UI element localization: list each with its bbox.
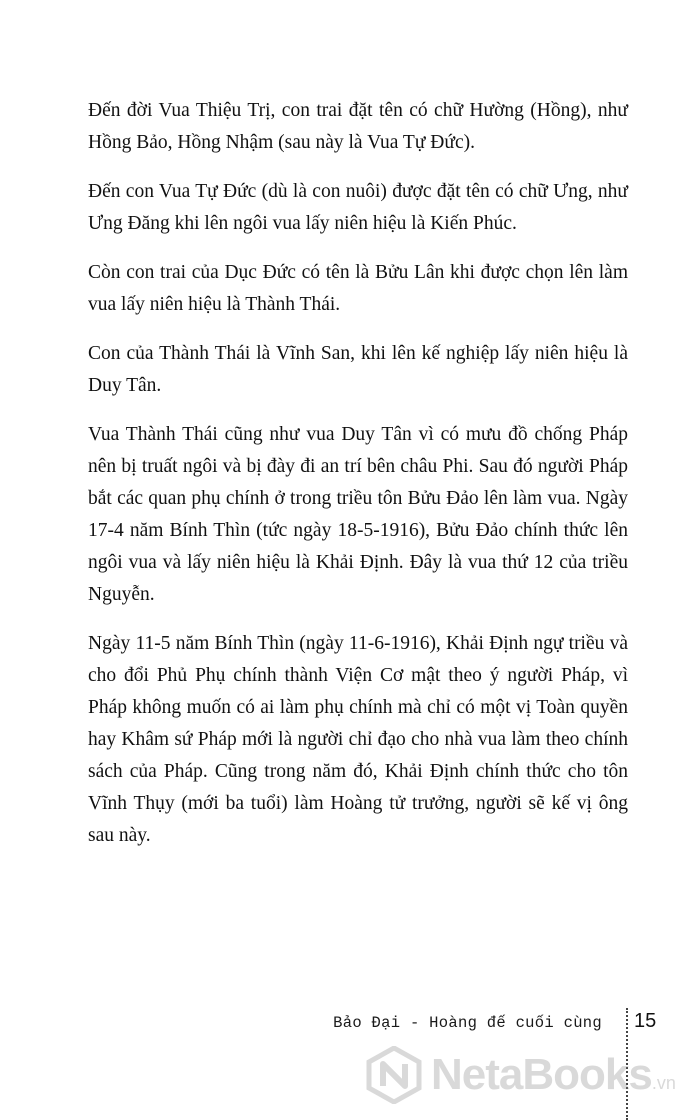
page-number: 15 [634,1010,657,1032]
paragraph: Vua Thành Thái cũng như vua Duy Tân vì có mưu đồ chống Pháp nên bị truất ngôi và bị đày đi an trí bên châu Phi. Sau đó người Pháp bắt các quan phụ chính ở trong triều tôn Bửu Đảo lên làm vua. Ngày 17-4 năm Bính Thìn (tức ngày 18-5-1916), Bửu Đảo chính thức lên ngôi vua và lấy niên hiệu là Khải Định. Đây là vua thứ 12 của triều Nguyễn. [88,424,628,605]
paragraph: Ngày 11-5 năm Bính Thìn (ngày 11-6-1916), Khải Định ngự triều và cho đổi Phủ Phụ chính thành Viện Cơ mật theo ý người Pháp, vì Pháp không muốn có ai làm phụ chính mà chỉ có một vị Toàn quyền hay Khâm sứ Pháp mới là người chỉ đạo cho nhà vua làm theo chính sách của Pháp. Cũng trong năm đó, Khải Định chính thức cho tôn Vĩnh Thụy (mới ba tuổi) làm Hoàng tử trưởng, người sẽ kế vị ông sau này. [88,633,628,846]
paragraph: Đến con Vua Tự Đức (dù là con nuôi) được đặt tên có chữ Ưng, như Ưng Đăng khi lên ngôi vua lấy niên hiệu là Kiến Phúc. [88,181,628,234]
running-title: Bảo Đại - Hoàng đế cuối cùng [333,1014,602,1032]
page-body [88,95,628,869]
watermark-text [431,1050,676,1100]
watermark [365,1040,700,1110]
paragraph: Con của Thành Thái là Vĩnh San, khi lên kế nghiệp lấy niên hiệu là Duy Tân. [88,343,628,396]
watermark-suffix: .vn [651,1073,676,1093]
paragraph: Còn con trai của Dục Đức có tên là Bửu Lân khi được chọn lên làm vua lấy niên hiệu là Thành Thái. [88,262,628,315]
watermark-brand: NetaBooks [431,1050,652,1099]
paragraph: Đến đời Vua Thiệu Trị, con trai đặt tên có chữ Hường (Hồng), như Hồng Bảo, Hồng Nhậm (sau này là Vua Tự Đức). [88,100,628,153]
netabooks-logo-icon [365,1046,423,1104]
